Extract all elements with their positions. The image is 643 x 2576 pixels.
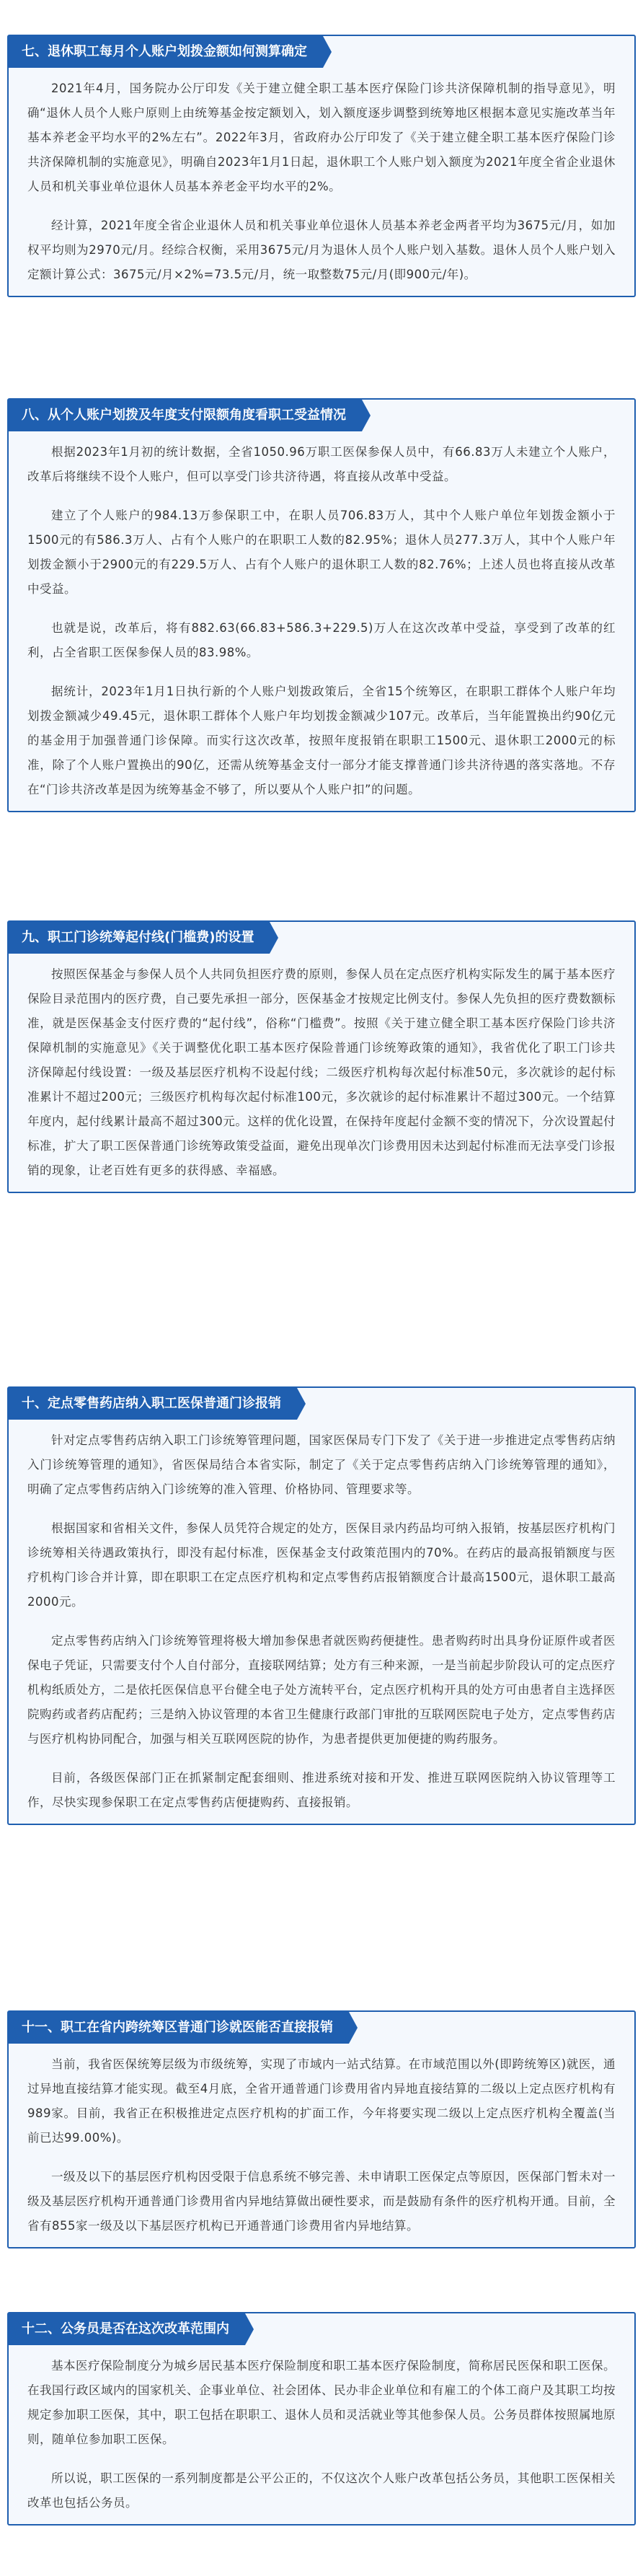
section-heading: 十、定点零售药店纳入职工医保普通门诊报销 [9, 1388, 297, 1420]
paragraph: 根据2023年1月初的统计数据，全省1050.96万职工医保参保人员中，有66.83万人未建立个人账户，改革后将继续不设个人账户，但可以享受门诊共济待遇，将直接从改革中受益。 [27, 445, 616, 483]
section-heading: 九、职工门诊统筹起付线(门槛费)的设置 [9, 922, 270, 954]
section-heading: 十二、公务员是否在这次改革范围内 [9, 2313, 245, 2345]
paragraph: 也就是说，改革后，将有882.63(66.83+586.3+229.5)万人在这次改革中受益，享受到了改革的红利，占全省职工医保参保人员的83.98%。 [27, 621, 616, 659]
paragraph: 建立了个人账户的984.13万参保职工中，在职人员706.83万人，其中个人账户单位年划拨金额小于1500元的有586.3万人、占有个人账户的在职职工人数的82.95%；退休人员277.3万人，其中个人账户年划拨金额小于2900元的有229.5万人、占有个人账户的退休职工人数的82.76%；上述人员也将直接从改革中受益。 [27, 509, 616, 596]
paragraph: 所以说，职工医保的一系列制度都是公平公正的，不仅这次个人账户改革包括公务员，其他职工医保相关改革也包括公务员。 [27, 2471, 616, 2510]
section-heading: 八、从个人账户划拨及年度支付限额角度看职工受益情况 [9, 400, 362, 431]
section-card [7, 2312, 636, 2526]
section-10 [0, 1386, 643, 1825]
section-card [7, 35, 636, 297]
section-8 [0, 398, 643, 812]
paragraph: 按照医保基金与参保人员个人共同负担医疗费的原则，参保人员在定点医疗机构实际发生的属于基本医疗保险目录范围内的医疗费，自己要先承担一部分，医保基金才按规定比例支付。参保人先负担的医疗费数额标准，就是医保基金支付医疗费的“起付线”，俗称“门槛费”。按照《关于建立健全职工基本医疗保险门诊共济保障机制的实施意见》《关于调整优化职工基本医疗保险普通门诊统筹政策的通知》，我省优化了职工门诊共济保障起付线设置：一级及基层医疗机构不设起付线；二级医疗机构每次起付标准50元，多次就诊的起付标准累计不超过200元；三级医疗机构每次起付标准100元，多次就诊的起付标准累计不超过300元。一个结算年度内，起付线累计最高不超过300元。这样的优化设置，在保持年度起付金额不变的情况下，分次设置起付标准，扩大了职工医保普通门诊统筹政策受益面，避免出现单次门诊费用因未达到起付标准而无法享受门诊报销的现象，让老百姓有更多的获得感、幸福感。 [27, 967, 616, 1177]
paragraph: 定点零售药店纳入门诊统筹管理将极大增加参保患者就医购药便捷性。患者购药时出具身份证原件或者医保电子凭证，只需要支付个人自付部分，直接联网结算；处方有三种来源，一是当前起步阶段认可的定点医疗机构纸质处方，二是依托医保信息平台健全电子处方流转平台，定点医疗机构开具的处方可由患者自主选择医院购药或者药店配药；三是纳入协议管理的本省卫生健康行政部门审批的互联网医院电子处方，定点零售药店与医疗机构协同配合，加强与相关互联网医院的协作，为患者提供更加便捷的购药服务。 [27, 1634, 616, 1746]
section-11 [0, 2010, 643, 2248]
paragraph: 2021年4月，国务院办公厅印发《关于建立健全职工基本医疗保险门诊共济保障机制的指导意见》，明确“退休人员个人账户原则上由统筹基金按定额划入，划入额度逐步调整到统筹地区根据本意见实施改革当年基本养老金平均水平的2%左右”。2022年3月，省政府办公厅印发了《关于建立健全职工基本医疗保险门诊共济保障机制的实施意见》，明确自2023年1月1日起，退休职工个人账户划入额度为2021年度全省企业退休人员和机关事业单位退休人员基本养老金平均水平的2%。 [27, 82, 616, 193]
paragraph: 一级及以下的基层医疗机构因受限于信息系统不够完善、未申请职工医保定点等原因，医保部门暂未对一级及基层医疗机构开通普通门诊费用省内异地结算做出硬性要求，而是鼓励有条件的医疗机构开通。目前，全省有855家一级及以下基层医疗机构已开通普通门诊费用省内异地结算。 [27, 2170, 616, 2233]
paragraph: 根据国家和省相关文件，参保人员凭符合规定的处方，医保目录内药品均可纳入报销，按基层医疗机构门诊统筹相关待遇政策执行，即没有起付标准，医保基金支付政策范围内的70%。在药店的最高报销额度与医疗机构门诊合并计算，即在职职工在定点医疗机构和定点零售药店报销额度合计最高1500元，退休职工最高2000元。 [27, 1521, 616, 1609]
paragraph: 基本医疗保险制度分为城乡居民基本医疗保险制度和职工基本医疗保险制度，简称居民医保和职工医保。在我国行政区域内的国家机关、企事业单位、社会团体、民办非企业单位和有雇工的个体工商户及其职工均按规定参加职工医保，其中，职工包括在职职工、退休人员和灵活就业等其他参保人员。公务员群体按照属地原则，随单位参加职工医保。 [27, 2359, 616, 2446]
section-7 [0, 35, 643, 297]
section-heading: 十一、职工在省内跨统筹区普通门诊就医能否直接报销 [9, 2012, 349, 2044]
section-12 [0, 2312, 643, 2526]
paragraph: 针对定点零售药店纳入职工门诊统筹管理问题，国家医保局专门下发了《关于进一步推进定点零售药店纳入门诊统筹管理的通知》，省医保局结合本省实际，制定了《关于定点零售药店纳入门诊统筹管理的通知》，明确了定点零售药店纳入门诊统筹的准入管理、价格协同、管理要求等。 [27, 1433, 616, 1496]
section-card [7, 398, 636, 812]
paragraph: 据统计，2023年1月1日执行新的个人账户划拨政策后，全省15个统筹区，在职职工群体个人账户年均划拨金额减少49.45元，退休职工群体个人账户年均划拨金额减少107元。改革后，当年能置换出约90亿元的基金用于加强普通门诊保障。而实行这次改革，按照年度报销在职职工1500元、退休职工2000元的标准，除了个人账户置换出的90亿，还需从统筹基金支付一部分才能支撑普通门诊共济待遇的落实落地。不存在“门诊共济改革是因为统筹基金不够了，所以要从个人账户扣”的问题。 [27, 685, 616, 796]
section-9 [0, 920, 643, 1193]
paragraph: 目前，各级医保部门正在抓紧制定配套细则、推进系统对接和开发、推进互联网医院纳入协议管理等工作，尽快实现参保职工在定点零售药店便捷购药、直接报销。 [27, 1771, 616, 1809]
section-card [7, 920, 636, 1193]
section-card [7, 1386, 636, 1825]
paragraph: 当前，我省医保统筹层级为市级统筹，实现了市域内一站式结算。在市域范围以外(即跨统筹区)就医，通过异地直接结算才能实现。截至4月底，全省开通普通门诊费用省内异地直接结算的二级以上定点医疗机构有989家。目前，我省正在积极推进定点医疗机构的扩面工作，今年将要实现二级以上定点医疗机构全覆盖(当前已达99.00%)。 [27, 2057, 616, 2145]
paragraph: 经计算，2021年度全省企业退休人员和机关事业单位退休人员基本养老金两者平均为3675元/月，如加权平均则为2970元/月。经综合权衡，采用3675元/月为退休人员个人账户划入基数。退休人员个人账户划入定额计算公式：3675元/月×2%=73.5元/月，统一取整数75元/月(即900元/年)。 [27, 219, 616, 281]
section-card [7, 2010, 636, 2248]
section-heading: 七、退休职工每月个人账户划拨金额如何测算确定 [9, 36, 323, 68]
